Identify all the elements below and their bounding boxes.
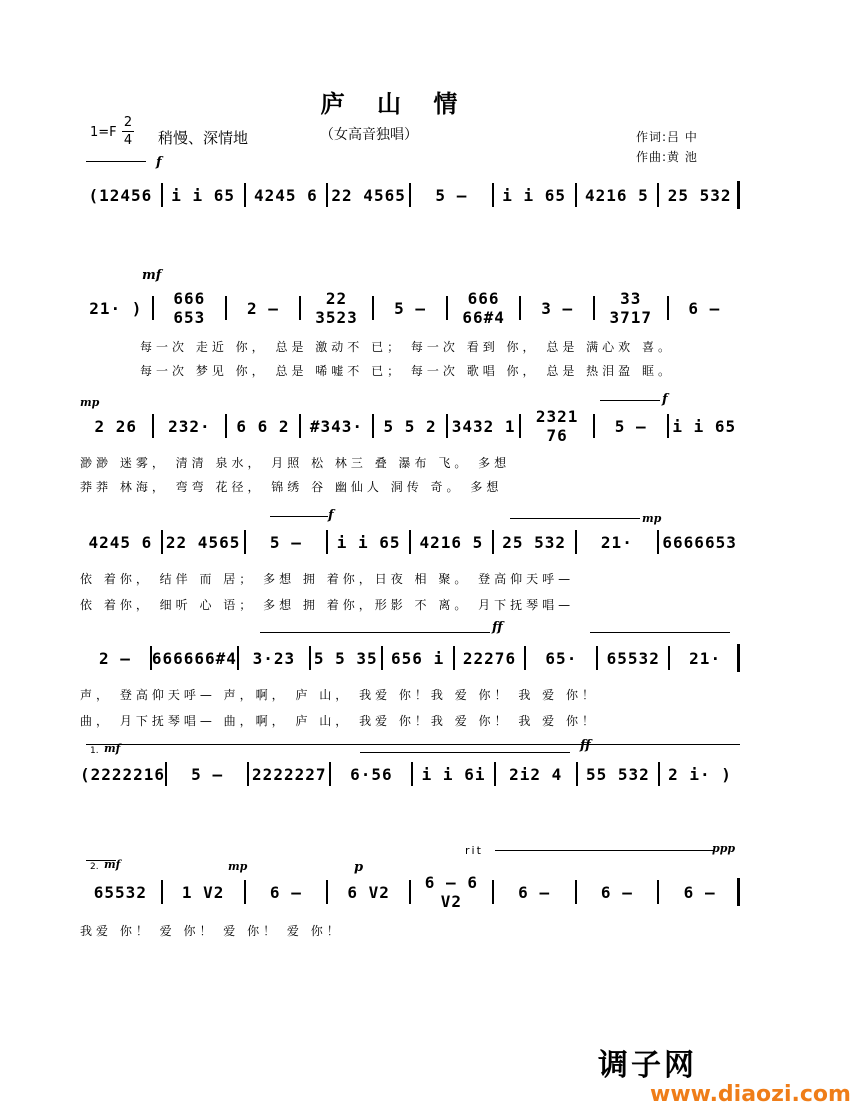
rit-mark: rit	[465, 844, 483, 857]
measure: i i 65	[502, 185, 567, 205]
measure: 2i2 4	[509, 764, 563, 784]
notes-row	[80, 528, 740, 556]
measure: 2321 76	[535, 407, 579, 445]
measure: 22 3523	[315, 289, 358, 327]
measure: 2 i· )	[668, 764, 732, 784]
measure: 21·	[689, 648, 722, 668]
crescendo-hairpin	[86, 161, 146, 162]
dynamic-f: f	[156, 155, 162, 170]
measure: (2222216	[80, 764, 166, 784]
dynamic-ppp: ppp	[712, 842, 736, 855]
composer-credit: 作曲:黄 池	[636, 150, 698, 164]
measure: 2 –	[246, 298, 279, 318]
measure: 4245 6	[88, 532, 153, 552]
crescendo-hairpin	[600, 400, 660, 401]
measure: 5 –	[191, 764, 224, 784]
time-signature	[122, 114, 134, 149]
diminuendo-hairpin	[590, 632, 730, 633]
measure: 3·23	[252, 648, 296, 668]
measure: 6 – 6 V2	[424, 873, 478, 911]
measure: 656 i	[391, 648, 445, 668]
dynamic-mf: mf	[104, 742, 121, 755]
crescendo-hairpin	[360, 752, 570, 753]
measure: 666 653	[173, 289, 206, 327]
measure: 4245 6	[253, 185, 318, 205]
measure: 6 6 2	[236, 416, 290, 436]
measure: 666 66#4	[462, 289, 505, 327]
measure: i i 6i	[421, 764, 486, 784]
measure: i i 65	[672, 416, 737, 436]
measure: 6 –	[683, 882, 716, 902]
song-title: 庐 山 情	[320, 89, 470, 118]
double-barline	[737, 644, 740, 672]
measure: 55 532	[585, 764, 650, 784]
key-signature: 1=F	[90, 125, 117, 140]
measure: 25 532	[502, 532, 567, 552]
measure: 1 V2	[181, 882, 225, 902]
measure: 4216 5	[584, 185, 649, 205]
notes-row	[80, 644, 740, 672]
measure: 22 4565	[331, 185, 406, 205]
measure: #343·	[309, 416, 364, 436]
dynamic-ff: ff	[580, 738, 591, 753]
measure: 6·56	[350, 764, 393, 784]
measure: 232·	[168, 416, 211, 436]
barline	[737, 181, 740, 209]
dynamic-mf: mf	[142, 268, 162, 283]
dynamic-mp: mp	[80, 396, 100, 409]
measure: i i 65	[171, 185, 236, 205]
lyrics-verse-1: 声， 登高仰天呼— 声，啊， 庐 山， 我爱 你！我 爱 你！ 我 爱 你！	[80, 688, 598, 702]
measure: 65532	[93, 882, 147, 902]
measure: 6 –	[269, 882, 302, 902]
measure: 6 –	[688, 298, 721, 318]
measure: 4216 5	[419, 532, 484, 552]
measure: 21·	[600, 532, 633, 552]
dynamic-f: f	[328, 508, 334, 523]
measure: 6 V2	[347, 882, 390, 902]
watermark-site-name: 调子网	[598, 1048, 697, 1083]
dynamic-mp: mp	[642, 512, 662, 525]
lyrics-verse-1: 每一次 走近 你， 总是 激动不 已； 每一次 看到 你， 总是 满心欢 喜。	[140, 340, 674, 354]
lyrics-ending: 我爱 你！ 爱 你！ 爱 你！ 爱 你！	[80, 924, 343, 938]
measure: 22 4565	[165, 532, 241, 552]
lyricist-credit: 作词:吕 中	[636, 130, 698, 144]
crescendo-hairpin	[260, 632, 490, 633]
watermark-url[interactable]: www.diaozi.com	[650, 1082, 851, 1107]
notes-row	[80, 289, 740, 327]
measure: 2 –	[98, 648, 131, 668]
final-barline	[737, 878, 740, 906]
measure: 6666653	[662, 532, 737, 552]
measure: 5 5 2	[383, 416, 437, 436]
dynamic-mf: mf	[104, 858, 121, 871]
measure: 5 5 35	[313, 648, 378, 668]
dynamic-p: p	[354, 860, 364, 875]
measure: 5 –	[394, 298, 426, 318]
dynamic-f: f	[662, 392, 668, 407]
time-signature-bottom: 4	[123, 133, 133, 148]
first-ending-bracket	[86, 744, 740, 745]
measure: 3432 1	[451, 416, 516, 436]
second-ending-label: 2.	[90, 862, 99, 872]
lyrics-verse-2: 莽莽 林海， 弯弯 花径， 锦绣 谷 幽仙人 洞传 奇。 多想	[80, 480, 503, 494]
measure: i i 65	[336, 532, 401, 552]
lyrics-verse-1: 依 着你， 结伴 而 居； 多想 拥 着你，日夜 相 聚。 登高仰天呼—	[80, 572, 575, 586]
notes-row	[80, 873, 740, 911]
tempo-mark: 稍慢、深情地	[158, 129, 249, 147]
measure: 5 –	[614, 416, 647, 436]
measure: 6 –	[518, 882, 551, 902]
lyrics-verse-2: 每一次 梦见 你， 总是 唏嘘不 已； 每一次 歌唱 你， 总是 热泪盈 眶。	[140, 364, 674, 378]
diminuendo-hairpin	[510, 518, 640, 519]
measure: 5 –	[435, 185, 468, 205]
measure: 6 –	[600, 882, 633, 902]
measure: 33 3717	[609, 289, 652, 327]
measure: 25 532	[667, 185, 732, 205]
notes-row	[80, 760, 740, 788]
lyrics-verse-1: 渺渺 迷雾， 清清 泉水， 月照 松 林三 叠 瀑布 飞。 多想	[80, 456, 511, 470]
measure: 65·	[545, 648, 578, 668]
dynamic-ff: ff	[492, 620, 503, 635]
dynamic-mp: mp	[228, 860, 248, 873]
measure: 2222227	[252, 764, 327, 784]
measure: 21· )	[89, 298, 143, 318]
measure: 22276	[462, 648, 517, 668]
time-signature-top: 2	[123, 115, 133, 130]
notes-row	[80, 407, 740, 445]
rit-line	[495, 850, 715, 851]
lyrics-verse-2: 曲， 月下抚琴唱— 曲，啊， 庐 山， 我爱 你！我 爱 你！ 我 爱 你！	[80, 714, 598, 728]
measure: 3 –	[541, 298, 574, 318]
first-ending-label: 1.	[90, 746, 99, 756]
voice-type: （女高音独唱）	[320, 127, 418, 143]
crescendo-hairpin	[270, 516, 328, 517]
measure: 5 –	[269, 532, 302, 552]
measure: (12456	[88, 185, 153, 205]
measure: 666666#4	[151, 648, 237, 668]
measure: 2 26	[94, 416, 138, 436]
notes-row	[80, 181, 740, 209]
measure: 65532	[606, 648, 660, 668]
lyrics-verse-2: 依 着你， 细听 心 语； 多想 拥 着你，形影 不 离。 月下抚琴唱—	[80, 598, 575, 612]
